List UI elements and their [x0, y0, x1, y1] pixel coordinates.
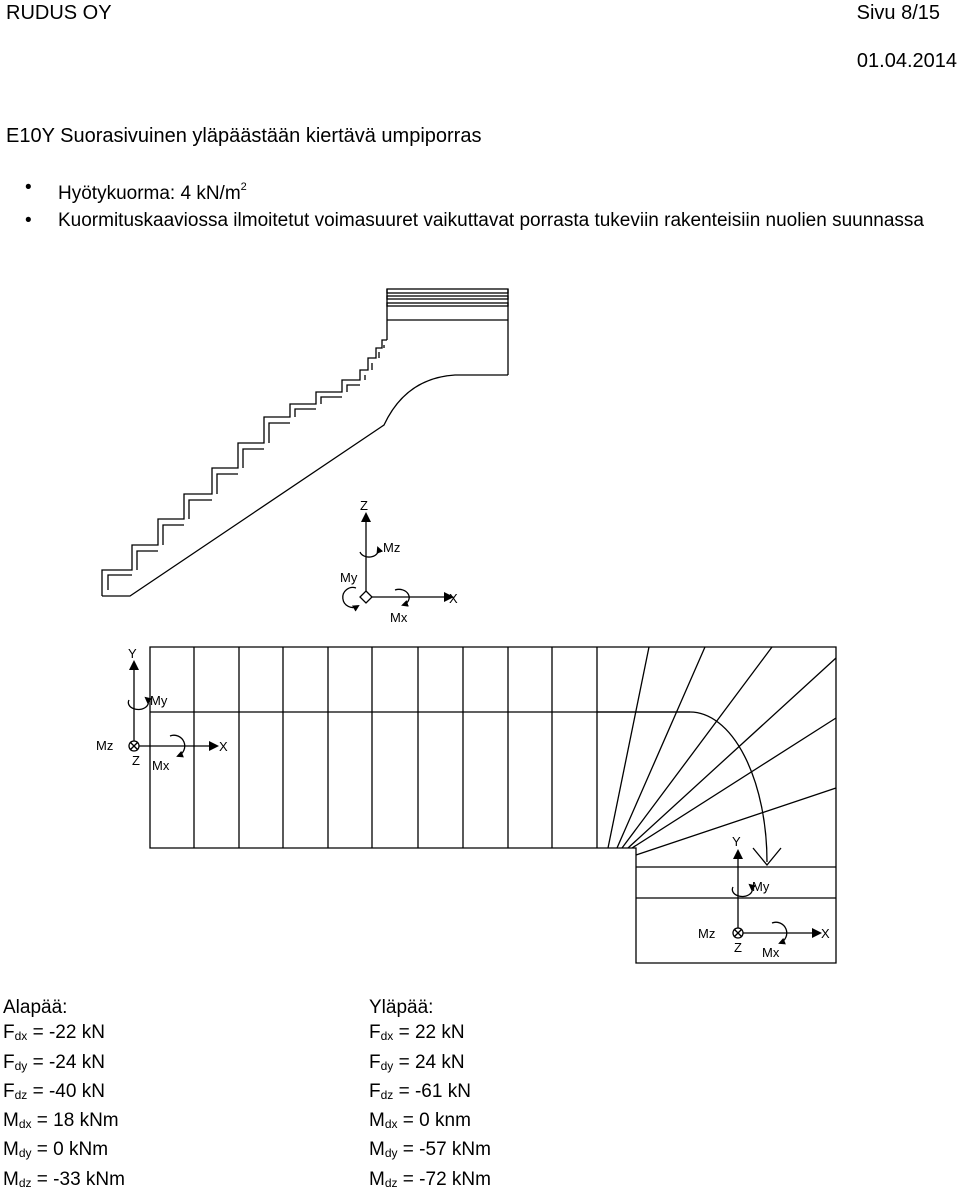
- y-axis-label: Y: [128, 646, 137, 661]
- result-row: $M_{dy} = 0$ kNm: [3, 1139, 109, 1161]
- result-row: $F_{dx} = -22$ kN: [3, 1022, 105, 1044]
- upper-end-results: [369, 995, 491, 1196]
- bullet-text: Kuormituskaaviossa ilmoitetut voimasuuret vaikuttavat porrasta tukeviin rakenteisiin nuolien suunnassa: [58, 210, 924, 231]
- stair-plan: [150, 647, 836, 963]
- lower-end-results: [3, 995, 125, 1196]
- plan-upper-axes: [732, 851, 820, 943]
- my-moment-arrow: [343, 587, 358, 607]
- result-row: $F_{dz} = -40$ kN: [3, 1080, 105, 1102]
- result-row: $F_{dy} = -24$ kN: [3, 1051, 105, 1073]
- bullet-text: Hyötykuorma: 4 kN/m: [58, 183, 241, 204]
- z-axis-label: Z: [132, 753, 140, 768]
- bullet-icon: •: [25, 177, 32, 198]
- bullet-icon: •: [25, 210, 32, 231]
- result-row: $F_{dz} = -61$ kN: [369, 1080, 471, 1102]
- result-row: $M_{dz} = -33$ kNm: [3, 1168, 125, 1190]
- result-row: $M_{dx} = 0$ knm: [369, 1110, 471, 1132]
- result-row: $F_{dx} = 22$ kN: [369, 1022, 465, 1044]
- my-label: My: [340, 570, 358, 585]
- x-axis-label: X: [219, 739, 228, 754]
- mz-label: Mz: [383, 540, 401, 555]
- mx-label: Mx: [152, 758, 170, 773]
- x-axis-label: X: [449, 591, 458, 606]
- x-axis-label: X: [821, 926, 830, 941]
- mz-label: Mz: [698, 926, 716, 941]
- mz-moment-arrow: [360, 548, 378, 557]
- stair-elevation: [102, 289, 508, 596]
- result-row: $M_{dy} = -57$ kNm: [369, 1139, 491, 1161]
- elevation-axes: [343, 514, 452, 607]
- results-heading: Yläpää:: [369, 997, 434, 1018]
- mz-label: Mz: [96, 738, 114, 753]
- result-row: $M_{dz} = -72$ kNm: [369, 1168, 491, 1190]
- y-axis-symbol: [360, 591, 372, 603]
- results-heading: Alapää:: [3, 997, 68, 1018]
- page-title: E10Y Suorasivuinen yläpäästään kiertävä umpiporras: [6, 125, 482, 147]
- mx-label: Mx: [390, 610, 408, 625]
- company-name: RUDUS OY: [6, 2, 112, 24]
- y-axis-label: Y: [732, 834, 741, 849]
- bullet-superscript: 2: [240, 181, 247, 193]
- document-date: 01.04.2014: [856, 50, 957, 72]
- result-row: $M_{dx} = 18$ kNm: [3, 1110, 119, 1132]
- z-axis-label: Z: [734, 940, 742, 955]
- z-axis-label: Z: [360, 498, 368, 513]
- result-row: $F_{dy} = 24$ kN: [369, 1051, 465, 1073]
- page-number: Sivu 8/15: [856, 2, 940, 24]
- mx-label: Mx: [762, 945, 780, 960]
- plan-lower-axes: [128, 662, 217, 756]
- my-label: My: [150, 693, 168, 708]
- my-label: My: [752, 879, 770, 894]
